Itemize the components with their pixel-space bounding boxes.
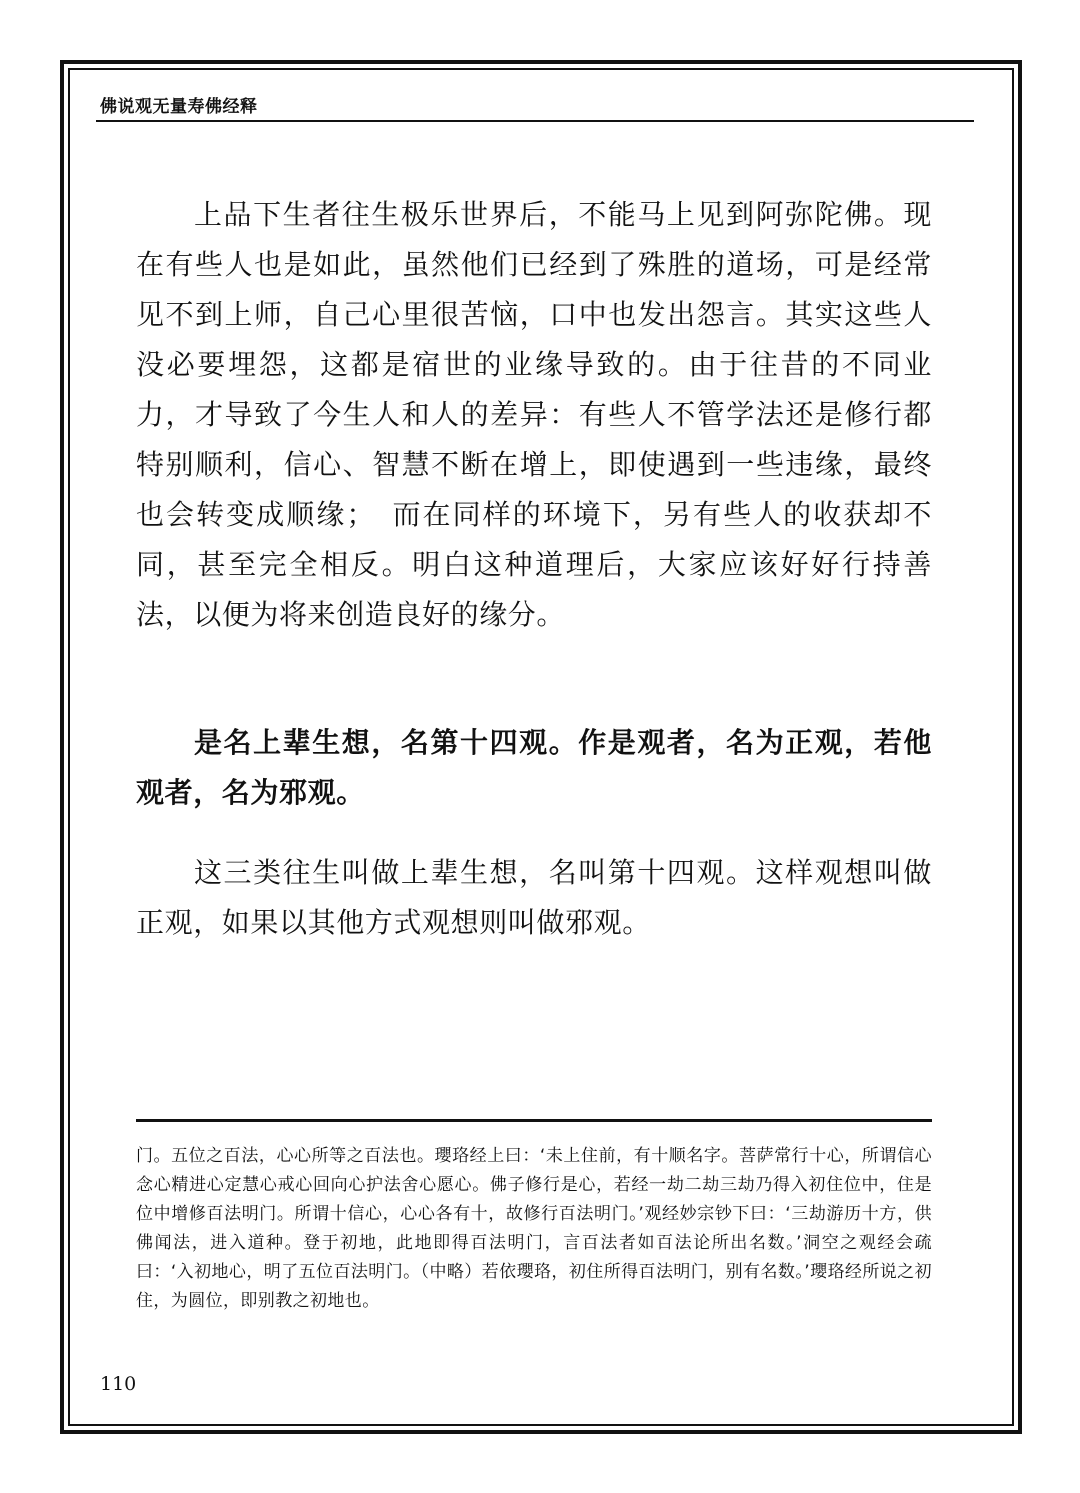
footnote-rule	[136, 1119, 932, 1122]
page-number: 110	[100, 1373, 137, 1395]
header-rule	[96, 120, 974, 122]
running-header-title: 佛说观无量寿佛经释	[100, 97, 258, 117]
footnote-text: 门。五位之百法，心心所等之百法也。瓔珞经上曰：‘未上住前，有十顺名字。菩萨常行十心，所谓信心念心精进心定慧心戒心回向心护法舍心愿心。佛子修行是心，若经一劫二劫三劫乃得入初住位中，住是位中增修百法明门。所谓十信心，心心各有十，故修行百法明门。’观经妙宗钞下曰：‘三劫游历十方，供佛闻法，进入道种。登于初地，此地即得百法明门，言百法者如百法论所出名数。’洞空之观经会疏曰：‘入初地心，明了五位百法明门。（中略）若依瓔珞，初住所得百法明门，别有名数。’瓔珞经所说之初住，为圆位，即别教之初地也。	[136, 1146, 932, 1311]
body-paragraph-2: 这三类往生叫做上辈生想，名叫第十四观。这样观想叫做正观，如果以其他方式观想则叫做邪观。	[136, 856, 932, 939]
sutra-quote: 是名上辈生想，名第十四观。作是观者，名为正观，若他观者，名为邪观。	[136, 726, 932, 809]
body-paragraph-1: 上品下生者往生极乐世界后，不能马上见到阿弥陀佛。现在有些人也是如此，虽然他们已经到了殊胜的道场，可是经常见不到上师，自己心里很苦恼，口中也发出怨言。其实这些人没必要埋怨，这都是宿世的业缘导致的。由于往昔的不同业力，才导致了今生人和人的差异：有些人不管学法还是修行都特别顺利，信心、智慧不断在增上，即使遇到一些违缘，最终也会转变成顺缘； 而在同样的环境下，另有些人的收获却不同，甚至完全相反。明白这种道理后，大家应该好好行持善法，以便为将来创造良好的缘分。	[136, 198, 932, 631]
